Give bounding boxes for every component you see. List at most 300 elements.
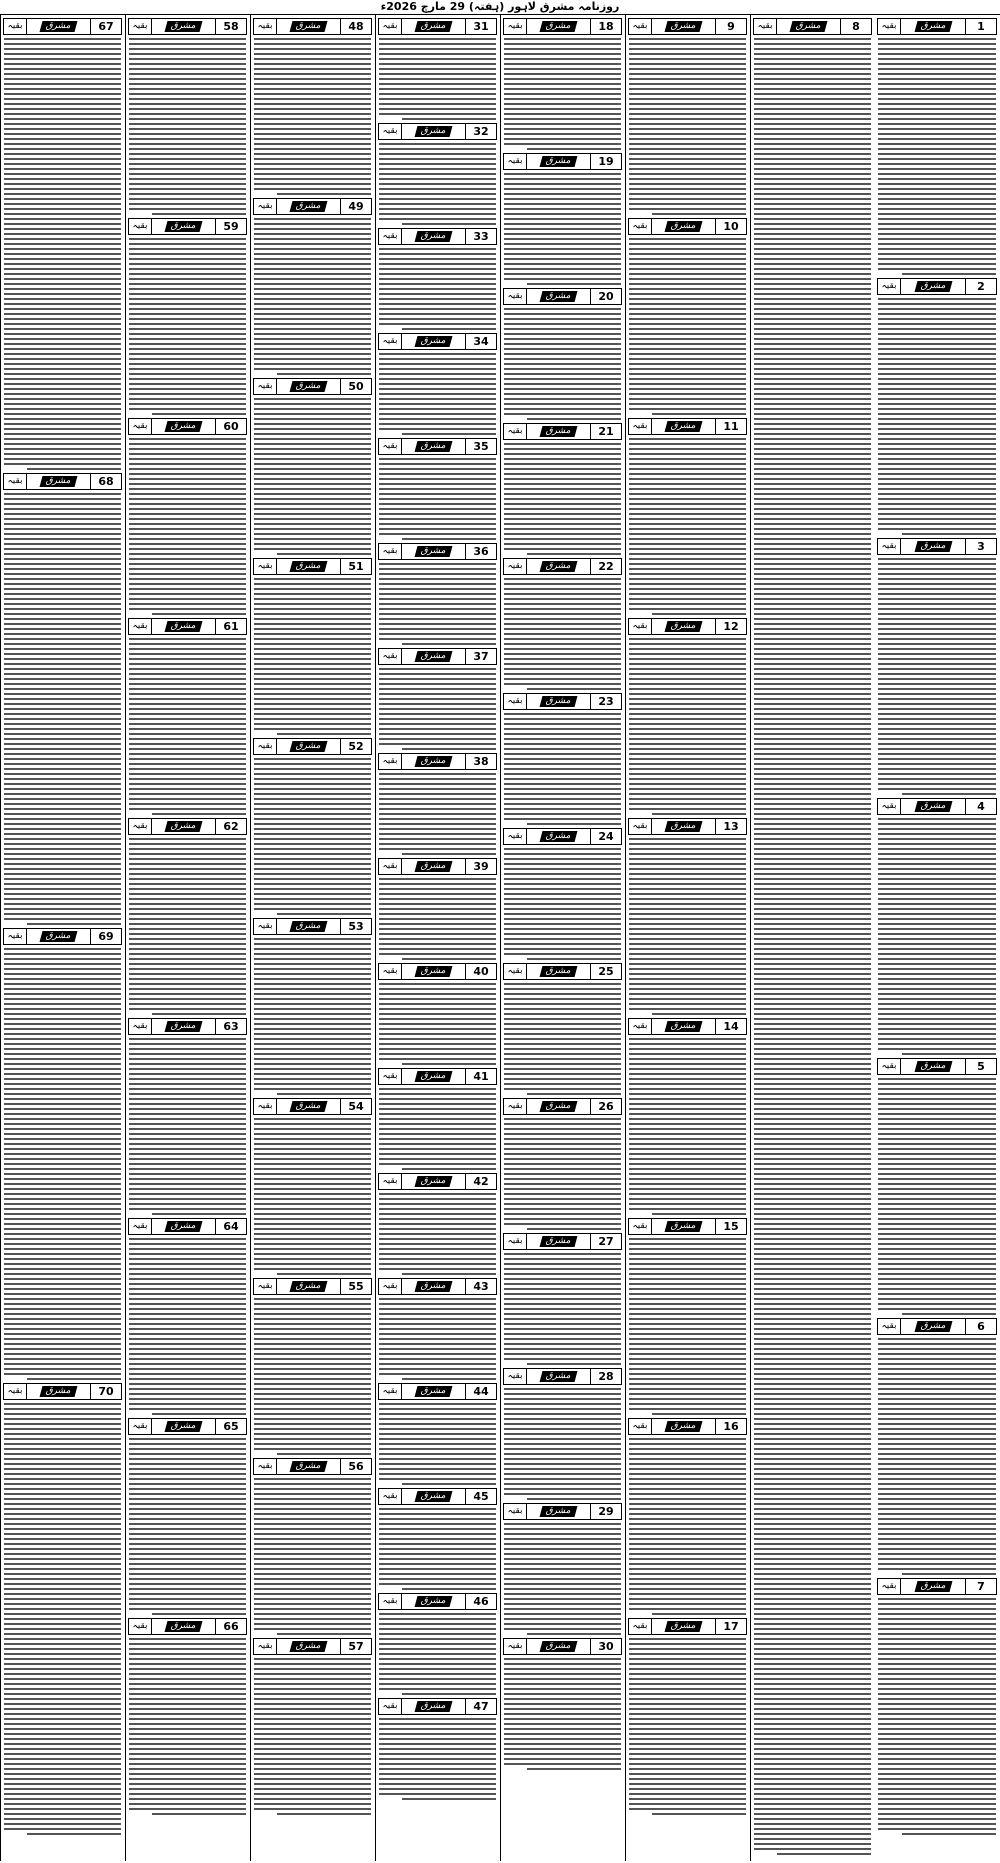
box-number: 69 bbox=[90, 929, 121, 944]
box-number: 10 bbox=[715, 219, 746, 234]
box-number: 31 bbox=[465, 19, 496, 34]
box-number: 7 bbox=[965, 1579, 996, 1594]
mashriq-logo-tag bbox=[277, 379, 340, 394]
baqiya-label: بقیہ bbox=[629, 1419, 652, 1434]
mashriq-label: مشرق bbox=[165, 621, 203, 632]
box-number: 65 bbox=[215, 1419, 246, 1434]
mashriq-logo-tag bbox=[527, 964, 590, 979]
mashriq-logo-tag bbox=[402, 649, 465, 664]
baqiya-label: بقیہ bbox=[129, 619, 152, 634]
mashriq-label: مشرق bbox=[540, 1371, 578, 1382]
mashriq-logo-tag bbox=[277, 1279, 340, 1294]
box-number: 37 bbox=[465, 649, 496, 664]
baqiya-label: بقیہ bbox=[504, 559, 527, 574]
mashriq-label: مشرق bbox=[415, 1596, 453, 1607]
mashriq-label: مشرق bbox=[415, 1281, 453, 1292]
mashriq-logo-tag bbox=[402, 1594, 465, 1609]
mashriq-logo-tag bbox=[27, 19, 90, 34]
mashriq-label: مشرق bbox=[914, 1321, 952, 1332]
baqiya-label: بقیہ bbox=[379, 544, 402, 559]
baqiya-label: بقیہ bbox=[254, 1639, 277, 1654]
article-text-block bbox=[4, 493, 121, 925]
article-text-block bbox=[254, 1118, 371, 1275]
box-number: 19 bbox=[590, 154, 621, 169]
article-text-block bbox=[4, 38, 121, 470]
mashriq-logo-tag bbox=[152, 419, 215, 434]
article-text-block bbox=[629, 638, 746, 815]
box-number: 21 bbox=[590, 424, 621, 439]
baqiya-label: بقیہ bbox=[629, 419, 652, 434]
box-number: 23 bbox=[590, 694, 621, 709]
continuation-box bbox=[378, 858, 497, 875]
news-column bbox=[875, 15, 999, 1861]
mashriq-label: مشرق bbox=[540, 1236, 578, 1247]
mashriq-label: مشرق bbox=[40, 1386, 78, 1397]
box-number: 28 bbox=[590, 1369, 621, 1384]
continuation-box bbox=[128, 618, 247, 635]
continuation-box bbox=[128, 818, 247, 835]
mashriq-logo-tag bbox=[777, 19, 840, 34]
mashriq-label: مشرق bbox=[290, 201, 328, 212]
baqiya-label: بقیہ bbox=[379, 859, 402, 874]
baqiya-label: بقیہ bbox=[878, 19, 901, 34]
mashriq-label: مشرق bbox=[540, 966, 578, 977]
mashriq-label: مشرق bbox=[40, 931, 78, 942]
baqiya-label: بقیہ bbox=[629, 819, 652, 834]
baqiya-label: بقیہ bbox=[629, 19, 652, 34]
mashriq-label: مشرق bbox=[415, 1386, 453, 1397]
article-text-block bbox=[878, 558, 996, 795]
box-number: 42 bbox=[465, 1174, 496, 1189]
box-number: 4 bbox=[965, 799, 996, 814]
baqiya-label: بقیہ bbox=[254, 919, 277, 934]
news-column bbox=[375, 15, 499, 1861]
baqiya-label: بقیہ bbox=[129, 1619, 152, 1634]
article-text-block bbox=[629, 438, 746, 615]
baqiya-label: بقیہ bbox=[379, 1489, 402, 1504]
mashriq-logo-tag bbox=[152, 1019, 215, 1034]
box-number: 22 bbox=[590, 559, 621, 574]
article-text-block bbox=[129, 1438, 246, 1615]
mashriq-logo-tag bbox=[901, 1319, 965, 1334]
continuation-box bbox=[253, 558, 372, 575]
article-text-block bbox=[379, 1613, 496, 1695]
baqiya-label: بقیہ bbox=[629, 1019, 652, 1034]
continuation-box bbox=[628, 1618, 747, 1635]
mashriq-logo-tag bbox=[27, 929, 90, 944]
box-number: 51 bbox=[340, 559, 371, 574]
article-text-block bbox=[129, 238, 246, 415]
article-text-block bbox=[129, 1238, 246, 1415]
mashriq-logo-tag bbox=[402, 1069, 465, 1084]
continuation-box bbox=[378, 228, 497, 245]
continuation-box bbox=[503, 18, 622, 35]
article-text-block bbox=[379, 143, 496, 225]
article-text-block bbox=[504, 308, 621, 420]
article-text-block bbox=[379, 878, 496, 960]
box-number: 5 bbox=[965, 1059, 996, 1074]
mashriq-logo-tag bbox=[901, 279, 965, 294]
mashriq-logo-tag bbox=[402, 1384, 465, 1399]
mashriq-label: مشرق bbox=[290, 921, 328, 932]
box-number: 2 bbox=[965, 279, 996, 294]
continuation-box bbox=[378, 753, 497, 770]
article-text-block bbox=[379, 1088, 496, 1170]
box-number: 1 bbox=[965, 19, 996, 34]
continuation-box bbox=[378, 963, 497, 980]
mashriq-label: مشرق bbox=[914, 1061, 952, 1072]
box-number: 40 bbox=[465, 964, 496, 979]
baqiya-label: بقیہ bbox=[129, 1019, 152, 1034]
continuation-box bbox=[877, 278, 997, 295]
box-number: 43 bbox=[465, 1279, 496, 1294]
continuation-box bbox=[253, 738, 372, 755]
continuation-box bbox=[877, 1318, 997, 1335]
article-text-block bbox=[504, 983, 621, 1095]
baqiya-label: بقیہ bbox=[504, 1369, 527, 1384]
continuation-box bbox=[877, 798, 997, 815]
mashriq-label: مشرق bbox=[290, 21, 328, 32]
mashriq-label: مشرق bbox=[165, 1421, 203, 1432]
mashriq-logo-tag bbox=[901, 539, 965, 554]
box-number: 3 bbox=[965, 539, 996, 554]
mashriq-logo-tag bbox=[527, 154, 590, 169]
box-number: 32 bbox=[465, 124, 496, 139]
mashriq-logo-tag bbox=[402, 1699, 465, 1714]
baqiya-label: بقیہ bbox=[129, 1219, 152, 1234]
mashriq-logo-tag bbox=[402, 754, 465, 769]
baqiya-label: بقیہ bbox=[379, 1174, 402, 1189]
box-number: 59 bbox=[215, 219, 246, 234]
article-text-block bbox=[379, 1508, 496, 1590]
baqiya-label: بقیہ bbox=[504, 1099, 527, 1114]
article-text-block bbox=[379, 1298, 496, 1380]
mashriq-label: مشرق bbox=[540, 1506, 578, 1517]
mashriq-label: مشرق bbox=[290, 381, 328, 392]
mashriq-label: مشرق bbox=[540, 291, 578, 302]
mashriq-logo-tag bbox=[152, 1619, 215, 1634]
continuation-box bbox=[378, 648, 497, 665]
baqiya-label: بقیہ bbox=[504, 424, 527, 439]
continuation-box bbox=[378, 438, 497, 455]
continuation-box bbox=[503, 1638, 622, 1655]
continuation-box bbox=[3, 18, 122, 35]
article-text-block bbox=[254, 1478, 371, 1635]
news-column bbox=[625, 15, 749, 1861]
mashriq-logo-tag bbox=[402, 964, 465, 979]
mashriq-label: مشرق bbox=[665, 1421, 703, 1432]
continuation-box bbox=[378, 1278, 497, 1295]
mashriq-label: مشرق bbox=[40, 476, 78, 487]
mashriq-label: مشرق bbox=[415, 126, 453, 137]
article-text-block bbox=[379, 563, 496, 645]
mashriq-logo-tag bbox=[652, 1619, 715, 1634]
mashriq-logo-tag bbox=[402, 1174, 465, 1189]
box-number: 62 bbox=[215, 819, 246, 834]
article-text-block bbox=[129, 838, 246, 1015]
mashriq-logo-tag bbox=[277, 739, 340, 754]
box-number: 41 bbox=[465, 1069, 496, 1084]
continuation-box bbox=[628, 818, 747, 835]
baqiya-label: بقیہ bbox=[129, 819, 152, 834]
box-number: 29 bbox=[590, 1504, 621, 1519]
box-number: 6 bbox=[965, 1319, 996, 1334]
mashriq-logo-tag bbox=[527, 19, 590, 34]
box-number: 27 bbox=[590, 1234, 621, 1249]
baqiya-label: بقیہ bbox=[379, 649, 402, 664]
continuation-box bbox=[877, 18, 997, 35]
news-column bbox=[0, 15, 124, 1861]
article-text-block bbox=[129, 638, 246, 815]
baqiya-label: بقیہ bbox=[129, 1419, 152, 1434]
continuation-box bbox=[253, 918, 372, 935]
box-number: 66 bbox=[215, 1619, 246, 1634]
box-number: 48 bbox=[340, 19, 371, 34]
article-text-block bbox=[504, 1253, 621, 1365]
mashriq-label: مشرق bbox=[415, 546, 453, 557]
box-number: 60 bbox=[215, 419, 246, 434]
mashriq-logo-tag bbox=[152, 19, 215, 34]
mashriq-label: مشرق bbox=[790, 21, 828, 32]
box-number: 9 bbox=[715, 19, 746, 34]
mashriq-logo-tag bbox=[277, 1459, 340, 1474]
box-number: 15 bbox=[715, 1219, 746, 1234]
article-text-block bbox=[878, 1598, 996, 1835]
continuation-box bbox=[628, 618, 747, 635]
mashriq-label: مشرق bbox=[415, 1491, 453, 1502]
mashriq-label: مشرق bbox=[914, 21, 952, 32]
article-text-block bbox=[254, 938, 371, 1095]
article-text-block bbox=[379, 773, 496, 855]
box-number: 63 bbox=[215, 1019, 246, 1034]
article-text-block bbox=[129, 1038, 246, 1215]
box-number: 54 bbox=[340, 1099, 371, 1114]
article-text-block bbox=[379, 248, 496, 330]
continuation-box bbox=[628, 418, 747, 435]
mashriq-logo-tag bbox=[277, 1099, 340, 1114]
continuation-box bbox=[378, 1383, 497, 1400]
mashriq-label: مشرق bbox=[290, 1281, 328, 1292]
mashriq-label: مشرق bbox=[415, 651, 453, 662]
mashriq-logo-tag bbox=[652, 1019, 715, 1034]
article-text-block bbox=[379, 1403, 496, 1485]
box-number: 13 bbox=[715, 819, 746, 834]
baqiya-label: بقیہ bbox=[878, 1319, 901, 1334]
baqiya-label: بقیہ bbox=[629, 1619, 652, 1634]
mashriq-label: مشرق bbox=[540, 1641, 578, 1652]
article-text-block bbox=[379, 983, 496, 1065]
article-text-block bbox=[878, 1078, 996, 1315]
article-text-block bbox=[254, 398, 371, 555]
mashriq-label: مشرق bbox=[540, 156, 578, 167]
continuation-box bbox=[628, 218, 747, 235]
continuation-box bbox=[3, 473, 122, 490]
mashriq-logo-tag bbox=[652, 819, 715, 834]
article-text-block bbox=[254, 578, 371, 735]
continuation-box bbox=[378, 333, 497, 350]
mashriq-logo-tag bbox=[527, 829, 590, 844]
baqiya-label: بقیہ bbox=[379, 229, 402, 244]
mashriq-label: مشرق bbox=[165, 21, 203, 32]
mashriq-label: مشرق bbox=[165, 821, 203, 832]
mashriq-label: مشرق bbox=[914, 541, 952, 552]
mashriq-label: مشرق bbox=[665, 821, 703, 832]
box-number: 68 bbox=[90, 474, 121, 489]
article-text-block bbox=[254, 1658, 371, 1815]
mashriq-label: مشرق bbox=[665, 221, 703, 232]
box-number: 38 bbox=[465, 754, 496, 769]
article-text-block bbox=[4, 948, 121, 1380]
box-number: 17 bbox=[715, 1619, 746, 1634]
mashriq-label: مشرق bbox=[665, 1621, 703, 1632]
mashriq-label: مشرق bbox=[415, 861, 453, 872]
baqiya-label: بقیہ bbox=[379, 1069, 402, 1084]
article-text-block bbox=[379, 1193, 496, 1275]
continuation-box bbox=[128, 218, 247, 235]
continuation-box bbox=[503, 423, 622, 440]
mashriq-label: مشرق bbox=[290, 1461, 328, 1472]
article-text-block bbox=[504, 1388, 621, 1500]
continuation-box bbox=[253, 378, 372, 395]
baqiya-label: بقیہ bbox=[629, 219, 652, 234]
baqiya-label: بقیہ bbox=[254, 1279, 277, 1294]
baqiya-label: بقیہ bbox=[379, 19, 402, 34]
continuation-box bbox=[378, 543, 497, 560]
mashriq-logo-tag bbox=[527, 1639, 590, 1654]
box-number: 35 bbox=[465, 439, 496, 454]
mashriq-logo-tag bbox=[527, 1099, 590, 1114]
continuation-box bbox=[628, 1218, 747, 1235]
box-number: 30 bbox=[590, 1639, 621, 1654]
mashriq-logo-tag bbox=[527, 694, 590, 709]
newspaper-page bbox=[0, 15, 1000, 1863]
article-text-block bbox=[629, 238, 746, 415]
news-column bbox=[500, 15, 624, 1861]
mashriq-label: مشرق bbox=[540, 561, 578, 572]
mashriq-logo-tag bbox=[402, 544, 465, 559]
baqiya-label: بقیہ bbox=[878, 799, 901, 814]
baqiya-label: بقیہ bbox=[379, 124, 402, 139]
box-number: 39 bbox=[465, 859, 496, 874]
mashriq-logo-tag bbox=[277, 199, 340, 214]
mashriq-label: مشرق bbox=[665, 21, 703, 32]
box-number: 44 bbox=[465, 1384, 496, 1399]
continuation-box bbox=[503, 288, 622, 305]
mashriq-logo-tag bbox=[652, 19, 715, 34]
news-column bbox=[750, 15, 874, 1861]
mashriq-logo-tag bbox=[152, 1419, 215, 1434]
mashriq-label: مشرق bbox=[540, 831, 578, 842]
mashriq-logo-tag bbox=[402, 229, 465, 244]
mashriq-label: مشرق bbox=[415, 441, 453, 452]
box-number: 55 bbox=[340, 1279, 371, 1294]
mashriq-logo-tag bbox=[652, 1419, 715, 1434]
mashriq-label: مشرق bbox=[40, 21, 78, 32]
continuation-box bbox=[128, 418, 247, 435]
article-text-block bbox=[504, 1658, 621, 1770]
baqiya-label: بقیہ bbox=[254, 1459, 277, 1474]
continuation-box bbox=[503, 153, 622, 170]
article-text-block bbox=[254, 1298, 371, 1455]
article-text-block bbox=[504, 38, 621, 150]
mashriq-logo-tag bbox=[27, 474, 90, 489]
box-number: 46 bbox=[465, 1594, 496, 1609]
mashriq-label: مشرق bbox=[540, 1101, 578, 1112]
article-text-block bbox=[379, 668, 496, 750]
article-text-block bbox=[878, 818, 996, 1055]
mashriq-label: مشرق bbox=[415, 966, 453, 977]
baqiya-label: بقیہ bbox=[254, 199, 277, 214]
baqiya-label: بقیہ bbox=[4, 19, 27, 34]
continuation-box bbox=[378, 123, 497, 140]
mashriq-logo-tag bbox=[402, 124, 465, 139]
continuation-box bbox=[128, 1018, 247, 1035]
continuation-box bbox=[628, 1418, 747, 1435]
article-text-block bbox=[379, 353, 496, 435]
article-text-block bbox=[504, 443, 621, 555]
article-text-block bbox=[504, 848, 621, 960]
mashriq-logo-tag bbox=[901, 1579, 965, 1594]
mashriq-label: مشرق bbox=[540, 426, 578, 437]
article-text-block bbox=[254, 758, 371, 915]
baqiya-label: بقیہ bbox=[4, 1384, 27, 1399]
mashriq-label: مشرق bbox=[290, 1101, 328, 1112]
box-number: 47 bbox=[465, 1699, 496, 1714]
baqiya-label: بقیہ bbox=[379, 334, 402, 349]
article-text-block bbox=[129, 1638, 246, 1815]
newspaper-title: روزنامہ مشرق لاہور (ہفتہ) 29 مارچ 2026ء bbox=[380, 0, 620, 13]
mashriq-logo-tag bbox=[527, 559, 590, 574]
mashriq-logo-tag bbox=[901, 1059, 965, 1074]
continuation-box bbox=[253, 198, 372, 215]
box-number: 14 bbox=[715, 1019, 746, 1034]
mashriq-label: مشرق bbox=[415, 231, 453, 242]
continuation-box bbox=[503, 1233, 622, 1250]
baqiya-label: بقیہ bbox=[254, 739, 277, 754]
article-text-block bbox=[129, 38, 246, 215]
article-text-block bbox=[504, 173, 621, 285]
baqiya-label: بقیہ bbox=[754, 19, 777, 34]
mashriq-label: مشرق bbox=[914, 1581, 952, 1592]
continuation-box bbox=[253, 18, 372, 35]
box-number: 33 bbox=[465, 229, 496, 244]
continuation-box bbox=[128, 18, 247, 35]
mashriq-label: مشرق bbox=[665, 621, 703, 632]
baqiya-label: بقیہ bbox=[878, 539, 901, 554]
mashriq-label: مشرق bbox=[914, 801, 952, 812]
mashriq-logo-tag bbox=[652, 1219, 715, 1234]
baqiya-label: بقیہ bbox=[254, 19, 277, 34]
mashriq-logo-tag bbox=[152, 219, 215, 234]
mashriq-logo-tag bbox=[402, 19, 465, 34]
continuation-box bbox=[253, 1458, 372, 1475]
box-number: 49 bbox=[340, 199, 371, 214]
continuation-box bbox=[128, 1418, 247, 1435]
mashriq-label: مشرق bbox=[290, 1641, 328, 1652]
article-text-block bbox=[754, 38, 871, 1855]
continuation-box bbox=[253, 1098, 372, 1115]
article-text-block bbox=[504, 578, 621, 690]
continuation-box bbox=[253, 1278, 372, 1295]
article-text-block bbox=[629, 1238, 746, 1415]
mashriq-logo-tag bbox=[527, 1369, 590, 1384]
baqiya-label: بقیہ bbox=[379, 964, 402, 979]
box-number: 56 bbox=[340, 1459, 371, 1474]
box-number: 12 bbox=[715, 619, 746, 634]
mashriq-logo-tag bbox=[901, 19, 965, 34]
box-number: 18 bbox=[590, 19, 621, 34]
mashriq-label: مشرق bbox=[165, 1021, 203, 1032]
